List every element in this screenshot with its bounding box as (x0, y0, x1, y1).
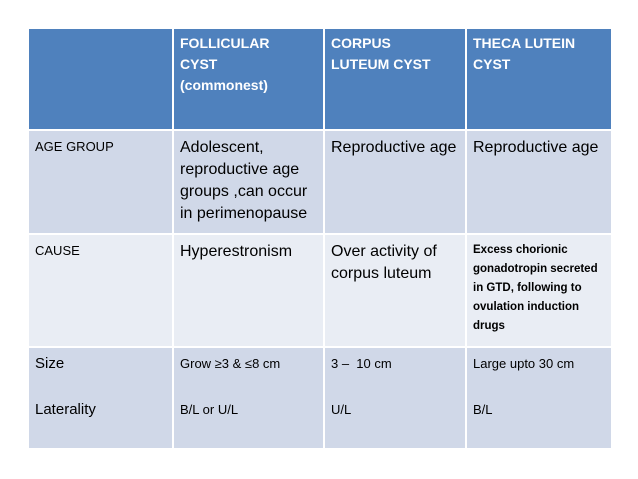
cell-theca-size: Large upto 30 cm (473, 356, 575, 371)
header-cell-follicular (173, 28, 324, 130)
comparison-table (27, 27, 613, 450)
table-cell (324, 234, 466, 347)
cell-corpus-cause: Over activity of corpus luteum (331, 243, 437, 282)
table-cell (324, 347, 466, 449)
cell-follicular-age: Adolescent, reproductive age groups ,can occur in perimenopause (180, 139, 308, 222)
table-cell (173, 130, 324, 234)
header-follicular-line1: FOLLICULAR CYST (180, 35, 282, 72)
cell-corpus-age: Reproductive age (331, 139, 457, 156)
header-cell-empty (28, 28, 173, 130)
header-corpus-line1: CORPUS (331, 35, 391, 51)
table-row-size-laterality (28, 347, 612, 449)
table-header-row (28, 28, 612, 130)
header-theca-line2: CYST (473, 56, 511, 72)
cell-follicular-cause: Hyperestronism (180, 243, 293, 260)
header-cell-corpus-luteum (324, 28, 466, 130)
row-label: AGE GROUP (35, 139, 114, 154)
header-cell-theca-lutein (466, 28, 612, 130)
table-cell (173, 347, 324, 449)
cell-corpus-laterality: U/L (331, 402, 352, 417)
table-cell (324, 130, 466, 234)
table-cell (173, 234, 324, 347)
row-label-size: Size (35, 355, 65, 372)
row-label-laterality: Laterality (35, 401, 96, 418)
row-label-cell (28, 347, 173, 449)
table-cell (466, 347, 612, 449)
cell-theca-laterality: B/L (473, 402, 493, 417)
header-follicular-line2: (commonest) (180, 77, 268, 93)
cell-follicular-size: Grow ≥3 & ≤8 cm (180, 356, 281, 371)
cell-theca-cause: Excess chorionic gonadotropin secreted in GTD, following to ovulation induction drugs (473, 244, 601, 332)
row-label-cell (28, 234, 173, 347)
table-cell (466, 130, 612, 234)
table-row-cause (28, 234, 612, 347)
table-row-age-group (28, 130, 612, 234)
header-corpus-line2: LUTEUM CYST (331, 56, 431, 72)
table-cell (466, 234, 612, 347)
row-label: CAUSE (35, 243, 80, 258)
cell-corpus-size: 3 – 10 cm (331, 356, 392, 371)
header-theca-line1: THECA LUTEIN (473, 35, 576, 51)
cell-follicular-laterality: B/L or U/L (180, 402, 239, 417)
cell-theca-age: Reproductive age (473, 139, 599, 156)
row-label-cell (28, 130, 173, 234)
